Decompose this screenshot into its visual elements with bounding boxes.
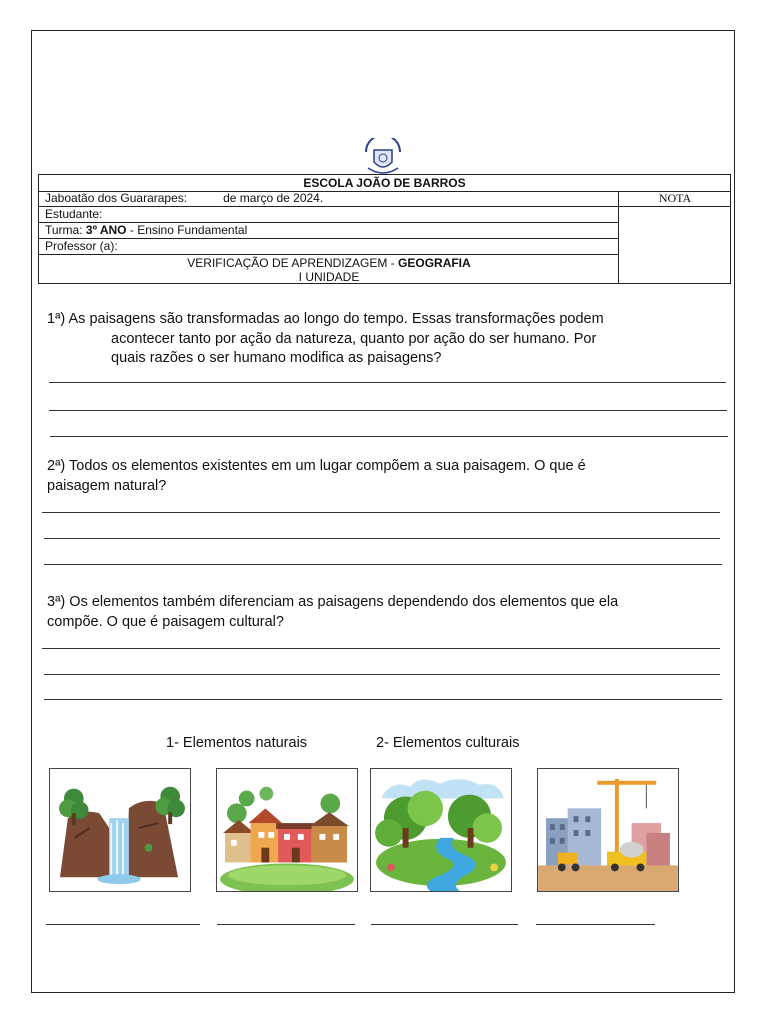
subject-label: GEOGRAFIA (398, 256, 471, 270)
answer-line[interactable] (49, 410, 727, 411)
answer-line[interactable] (49, 382, 726, 383)
answer-line[interactable] (44, 674, 720, 675)
village-image (216, 768, 358, 892)
forest-river-image (370, 768, 512, 892)
answer-line[interactable] (44, 699, 722, 700)
construction-image (537, 768, 679, 892)
waterfall-image (49, 768, 191, 892)
date-label: de março de 2024. (223, 191, 324, 205)
school-logo (360, 138, 406, 178)
answer-line[interactable] (50, 436, 728, 437)
question-1: 1ª) As paisagens são transformadas ao longo do tempo. Essas transformações podem acontecer tanto por ação da natureza, quanto por ação do ser humano. Por quais razões o ser humano modifica as paisagens? (47, 311, 604, 366)
header-table (38, 174, 731, 284)
answer-line[interactable] (44, 564, 722, 565)
answer-line[interactable] (42, 648, 720, 649)
city-label: Jaboatão dos Guararapes: (45, 191, 188, 205)
city-date-row (39, 191, 619, 207)
class-field: Turma: 3º ANO - Ensino Fundamental (39, 223, 619, 239)
label-line[interactable] (371, 924, 518, 925)
answer-line[interactable] (44, 538, 720, 539)
caption-cultural: 2- Elementos culturais (376, 735, 520, 751)
label-line[interactable] (217, 924, 355, 925)
question-2: 2ª) Todos os elementos existentes em um lugar compõem a sua paisagem. O que é paisagem natural? (47, 458, 586, 494)
teacher-field[interactable]: Professor (a): (39, 239, 619, 255)
label-line[interactable] (46, 924, 200, 925)
label-line[interactable] (536, 924, 655, 925)
caption-natural: 1- Elementos naturais (166, 735, 308, 751)
question-3: 3ª) Os elementos também diferenciam as paisagens dependendo dos elementos que ela compõe. O que é paisagem cultural? (47, 594, 619, 630)
class-grade: 3º ANO (85, 223, 127, 237)
school-name: ESCOLA JOÃO DE BARROS (39, 175, 730, 192)
answer-line[interactable] (42, 512, 720, 513)
verification-title: VERIFICAÇÃO DE APRENDIZAGEM - GEOGRAFIA I UNIDADE (187, 256, 471, 284)
nota-label: NOTA (619, 191, 731, 207)
student-field[interactable]: Estudante: (39, 207, 619, 223)
unit-label: I UNIDADE (298, 270, 360, 284)
